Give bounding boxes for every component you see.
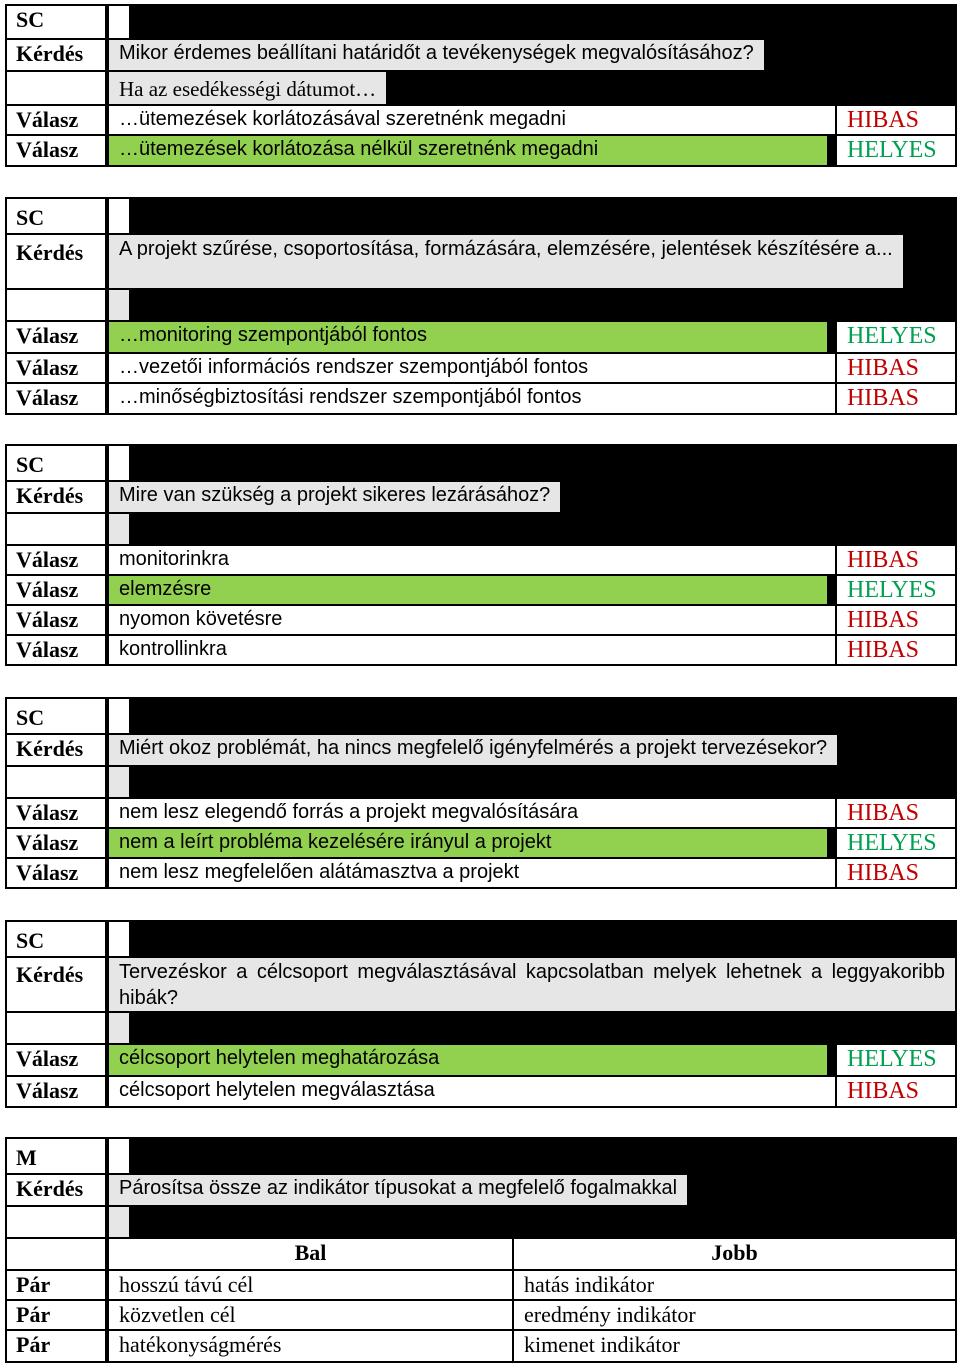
answer-label: Válasz [7,606,105,634]
answer-text[interactable]: …ütemezések korlátozásával szeretnénk megadni [109,106,835,134]
question-label: Kérdés [7,482,105,512]
question-label: Kérdés [7,1175,105,1205]
pair-left[interactable]: közvetlen cél [109,1301,512,1329]
verdict-badge: HIBAS [837,106,955,134]
pair-right[interactable]: kimenet indikátor [514,1331,955,1361]
verdict-badge: HIBAS [837,546,955,574]
verdict-badge: HIBAS [837,859,955,887]
question-block-4 [5,697,957,889]
verdict-badge: HELYES [837,829,955,857]
question-type: M [7,1139,105,1173]
question-block-6 [5,1137,957,1363]
question-type: SC [7,446,105,480]
question-label: Kérdés [7,958,105,1011]
answer-label: Válasz [7,799,105,827]
answer-label: Válasz [7,354,105,382]
question-block-5 [5,920,957,1108]
question-label: Kérdés [7,235,105,288]
answer-label: Válasz [7,576,105,604]
answer-text[interactable]: …ütemezések korlátozása nélkül szeretnénk megadni [109,136,827,165]
verdict-badge: HIBAS [837,799,955,827]
pair-right[interactable]: hatás indikátor [514,1271,955,1299]
answer-text[interactable]: …minőségbiztosítási rendszer szempontjából fontos [109,384,835,413]
answer-text[interactable]: nem a leírt probléma kezelésére irányul a projekt [109,829,827,857]
question-type: SC [7,199,105,233]
verdict-badge: HELYES [837,576,955,604]
question-text: Miért okoz problémát, ha nincs megfelelő igényfelmérés a projekt tervezésekor? [109,735,837,765]
answer-text[interactable]: monitorinkra [109,546,835,574]
question-text: A projekt szűrése, csoportosítása, formázására, elemzésére, jelentések készítésére a... [109,235,903,288]
question-type: SC [7,922,105,956]
answer-text[interactable]: kontrollinkra [109,636,835,664]
question-block-2 [5,197,957,415]
answer-text[interactable]: nem lesz megfelelően alátámasztva a projekt [109,859,835,887]
answer-label: Válasz [7,636,105,664]
question-label: Kérdés [7,40,105,70]
pair-left[interactable]: hosszú távú cél [109,1271,512,1299]
answer-text[interactable]: nyomon követésre [109,606,835,634]
left-column-header: Bal [109,1239,512,1269]
question-block-1 [5,4,957,167]
pair-label: Pár [7,1331,105,1361]
question-prompt: Ha az esedékességi dátumot… [109,72,386,104]
question-label: Kérdés [7,735,105,765]
answer-label: Válasz [7,1045,105,1075]
pair-right[interactable]: eredmény indikátor [514,1301,955,1329]
answer-label: Válasz [7,322,105,352]
pair-left[interactable]: hatékonyságmérés [109,1331,512,1361]
question-text: Tervezéskor a célcsoport megválasztásával kapcsolatban melyek lehetnek a leggyakoribb hibák? [109,958,955,1011]
answer-label: Válasz [7,136,105,165]
answer-text[interactable]: nem lesz elegendő forrás a projekt megvalósítására [109,799,835,827]
verdict-badge: HELYES [837,1045,955,1075]
verdict-badge: HIBAS [837,354,955,382]
question-text: Mire van szükség a projekt sikeres lezárásához? [109,482,560,512]
answer-label: Válasz [7,859,105,887]
verdict-badge: HIBAS [837,636,955,664]
question-type: SC [7,699,105,733]
verdict-badge: HIBAS [837,384,955,413]
question-type: SC [7,6,105,38]
verdict-badge: HELYES [837,322,955,352]
pair-label: Pár [7,1301,105,1329]
right-column-header: Jobb [514,1239,955,1269]
question-block-3 [5,444,957,666]
answer-label: Válasz [7,829,105,857]
verdict-badge: HIBAS [837,1077,955,1106]
answer-text[interactable]: …vezetői információs rendszer szempontjából fontos [109,354,835,382]
answer-text[interactable]: elemzésre [109,576,827,604]
answer-label: Válasz [7,384,105,413]
verdict-badge: HELYES [837,136,955,165]
answer-text[interactable]: célcsoport helytelen meghatározása [109,1045,827,1075]
answer-text[interactable]: …monitoring szempontjából fontos [109,322,827,352]
answer-label: Válasz [7,1077,105,1106]
answer-label: Válasz [7,106,105,134]
verdict-badge: HIBAS [837,606,955,634]
answer-label: Válasz [7,546,105,574]
answer-text[interactable]: célcsoport helytelen megválasztása [109,1077,835,1106]
question-text: Mikor érdemes beállítani határidőt a tevékenységek megvalósításához? [109,40,764,70]
question-text: Párosítsa össze az indikátor típusokat a megfelelő fogalmakkal [109,1175,687,1205]
pair-label: Pár [7,1271,105,1299]
